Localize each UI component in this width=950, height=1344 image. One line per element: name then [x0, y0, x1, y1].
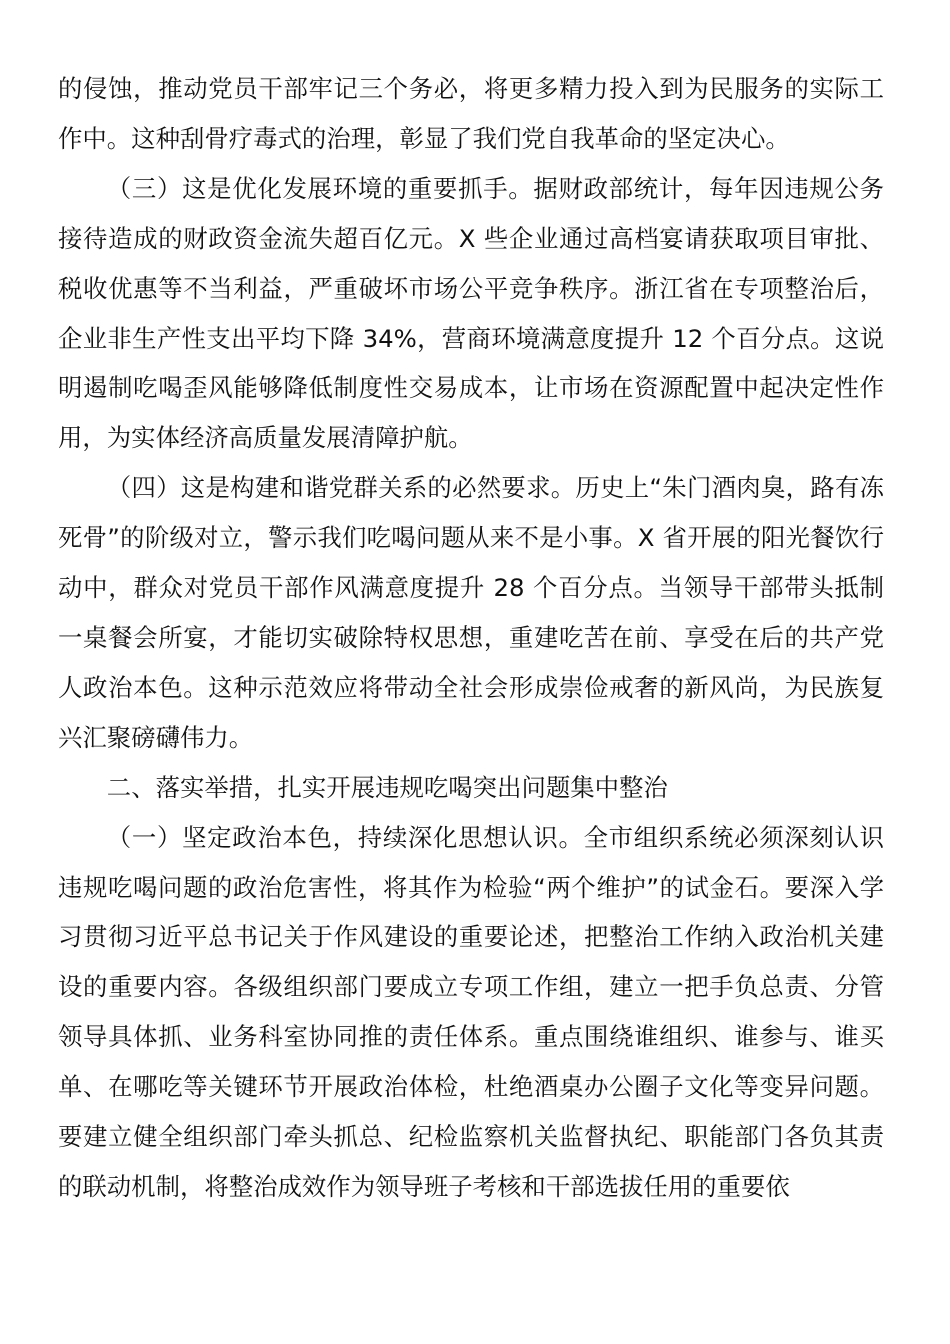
paragraph-section-4: （四）这是构建和谐党群关系的必然要求。历史上“朱门酒肉臭，路有冻死骨”的阶级对立，警示我们吃喝问题从来不是小事。X 省开展的阳光餐饮行动中，群众对党员干部作风满意度提升 28 个百分点。当领导干部带头抵制一桌餐会所宴，才能切实破除特权思想，重建吃苦在前、享受在后的共产党人政治本色。这种示范效应将带动全社会形成崇俭戒奢的新风尚，为民族复兴汇聚磅礴伟力。 [58, 473, 884, 752]
paragraph-continuation: 的侵蚀，推动党员干部牢记三个务必，将更多精力投入到为民服务的实际工作中。这种刮骨疗毒式的治理，彰显了我们党自我革命的坚定决心。 [58, 74, 884, 153]
section-heading: 二、落实举措，扎实开展违规吃喝突出问题集中整治 [106, 772, 668, 802]
document-page [58, 64, 884, 1212]
paragraph-section-3: （三）这是优化发展环境的重要抓手。据财政部统计，每年因违规公务接待造成的财政资金流失超百亿元。X 些企业通过高档宴请获取项目审批、税收优惠等不当利益，严重破坏市场公平竞争秩序。浙江省在专项整治后，企业非生产性支出平均下降 34%，营商环境满意度提升 12 个百分点。这说明遏制吃喝歪风能够降低制度性交易成本，让市场在资源配置中起决定性作用，为实体经济高质量发展清障护航。 [58, 173, 884, 453]
paragraph-measure-1: （一）坚定政治本色，持续深化思想认识。全市组织系统必须深刻认识违规吃喝问题的政治危害性，将其作为检验“两个维护”的试金石。要深入学习贯彻习近平总书记关于作风建设的重要论述，把整治工作纳入政治机关建设的重要内容。各级组织部门要成立专项工作组，建立一把手负总责、分管领导具体抓、业务科室协同推的责任体系。重点围绕谁组织、谁参与、谁买单、在哪吃等关键环节开展政治体检，杜绝酒桌办公圈子文化等变异问题。要建立健全组织部门牵头抓总、纪检监察机关监督执纪、职能部门各负其责的联动机制，将整治成效作为领导班子考核和干部选拔任用的重要依 [58, 822, 884, 1201]
